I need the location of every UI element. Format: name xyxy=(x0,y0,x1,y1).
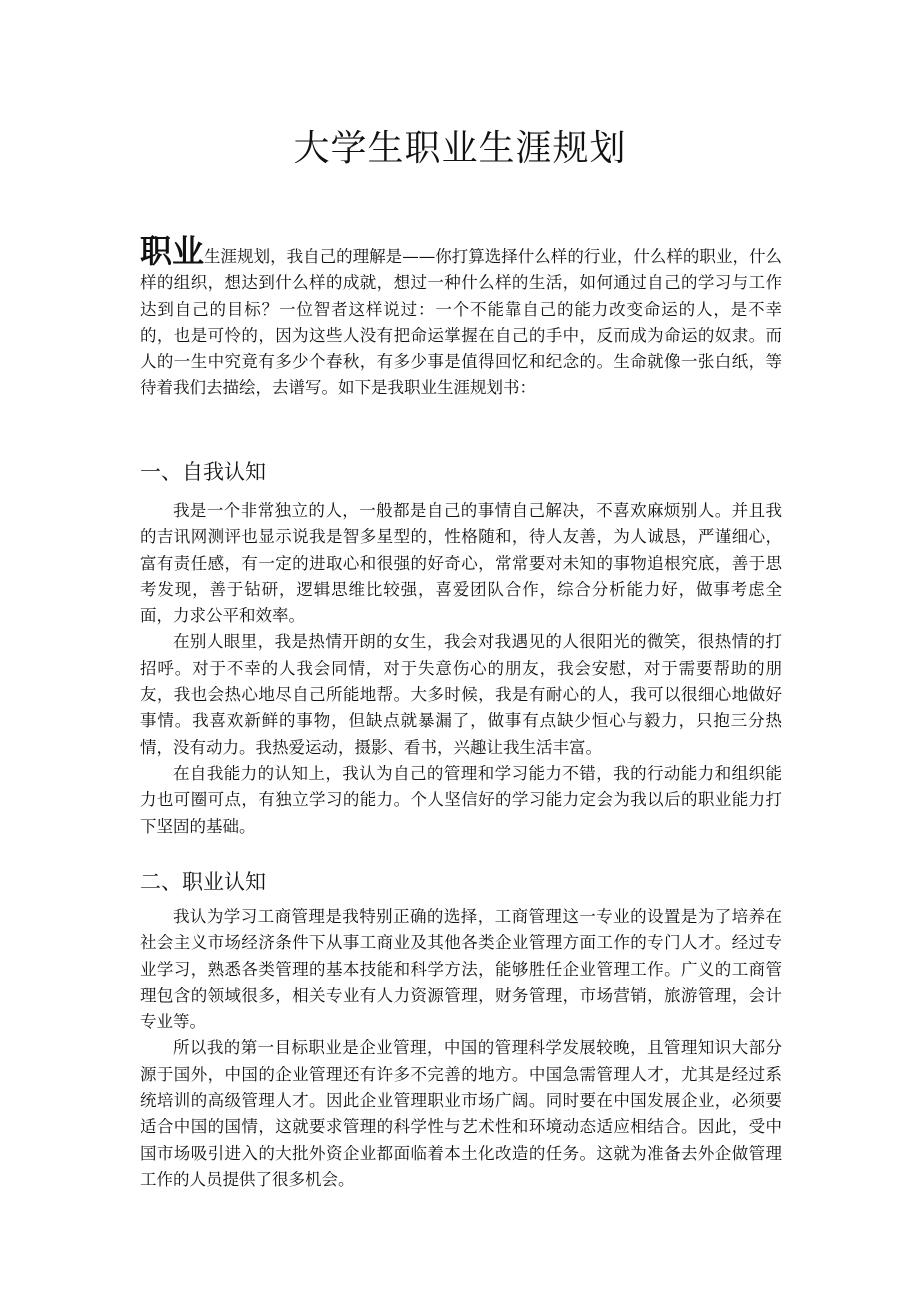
intro-text: 生涯规划，我自己的理解是——你打算选择什么样的行业，什么样的职业，什么样的组织，想达到什么样的成就，想过一种什么样的生活，如何通过自己的学习与工作达到自己的目标？一位智者这样说过：一个不能靠自己的能力改变命运的人，是不幸的，也是可怜的，因为这些人没有把命运掌握在自己的手中，反而成为命运的奴隶。而人的一生中究竟有多少个春秋，有多少事是值得回忆和纪念的。生命就像一张白纸，等待着我们去描绘，去谱写。如下是我职业生涯规划书： xyxy=(140,247,782,398)
page-title: 大学生职业生涯规划 xyxy=(293,128,627,169)
section-heading-career-awareness: 二、职业认知 xyxy=(140,870,266,894)
intro-lead-word: 职业 xyxy=(140,232,205,270)
paragraph: 在别人眼里，我是热情开朗的女生，我会对我遇见的人很阳光的微笑，很热情的打招呼。对于不幸的人我会同情，对于失意伤心的朋友，我会安慰，对于需要帮助的朋友，我也会热心地尽自己所能地帮。大多时候，我是有耐心的人，我可以很细心地做好事情。我喜欢新鲜的事物，但缺点就暴漏了，做事有点缺少恒心与毅力，只抱三分热情，没有动力。我热爱运动，摄影、看书，兴趣让我生活丰富。 xyxy=(140,632,782,757)
paragraph: 所以我的第一目标职业是企业管理，中国的管理科学发展较晚，且管理知识大部分源于国外，中国的企业管理还有许多不完善的地方。中国急需管理人才，尤其是经过系统培训的高级管理人才。因此企业管理职业市场广阔。同时要在中国发展企业，必须要适合中国的国情，这就要求管理的科学性与艺术性和环境动态适应相结合。因此，受中国市场吸引进入的大批外资企业都面临着本土化改造的任务。这就为准备去外企做管理工作的人员提供了很多机会。 xyxy=(140,1038,782,1189)
paragraph: 在自我能力的认知上，我认为自己的管理和学习能力不错，我的行动能力和组织能力也可圈可点，有独立学习的能力。个人坚信好的学习能力定会为我以后的职业能力打下坚固的基础。 xyxy=(140,763,782,836)
section-heading-self-awareness: 一、自我认知 xyxy=(140,460,266,484)
paragraph: 我是一个非常独立的人，一般都是自己的事情自己解决，不喜欢麻烦别人。并且我的吉讯网测评也显示说我是智多星型的，性格随和，待人友善，为人诚恳，严谨细心，富有责任感，有一定的进取心和很强的好奇心，常常要对未知的事物追根究底，善于思考发现，善于钻研，逻辑思维比较强，喜爱团队合作，综合分析能力好，做事考虑全面，力求公平和效率。 xyxy=(140,501,782,626)
section-body-self-awareness xyxy=(140,498,782,840)
intro-paragraph xyxy=(140,232,782,402)
section-body-career-awareness xyxy=(140,904,782,1193)
paragraph: 我认为学习工商管理是我特别正确的选择，工商管理这一专业的设置是为了培养在社会主义市场经济条件下从事工商业及其他各类企业管理方面工作的专门人才。经过专业学习，熟悉各类管理的基本技能和科学方法，能够胜任企业管理工作。广义的工商管理包含的领域很多，相关专业有人力资源管理，财务管理，市场营销，旅游管理，会计专业等。 xyxy=(140,907,782,1032)
